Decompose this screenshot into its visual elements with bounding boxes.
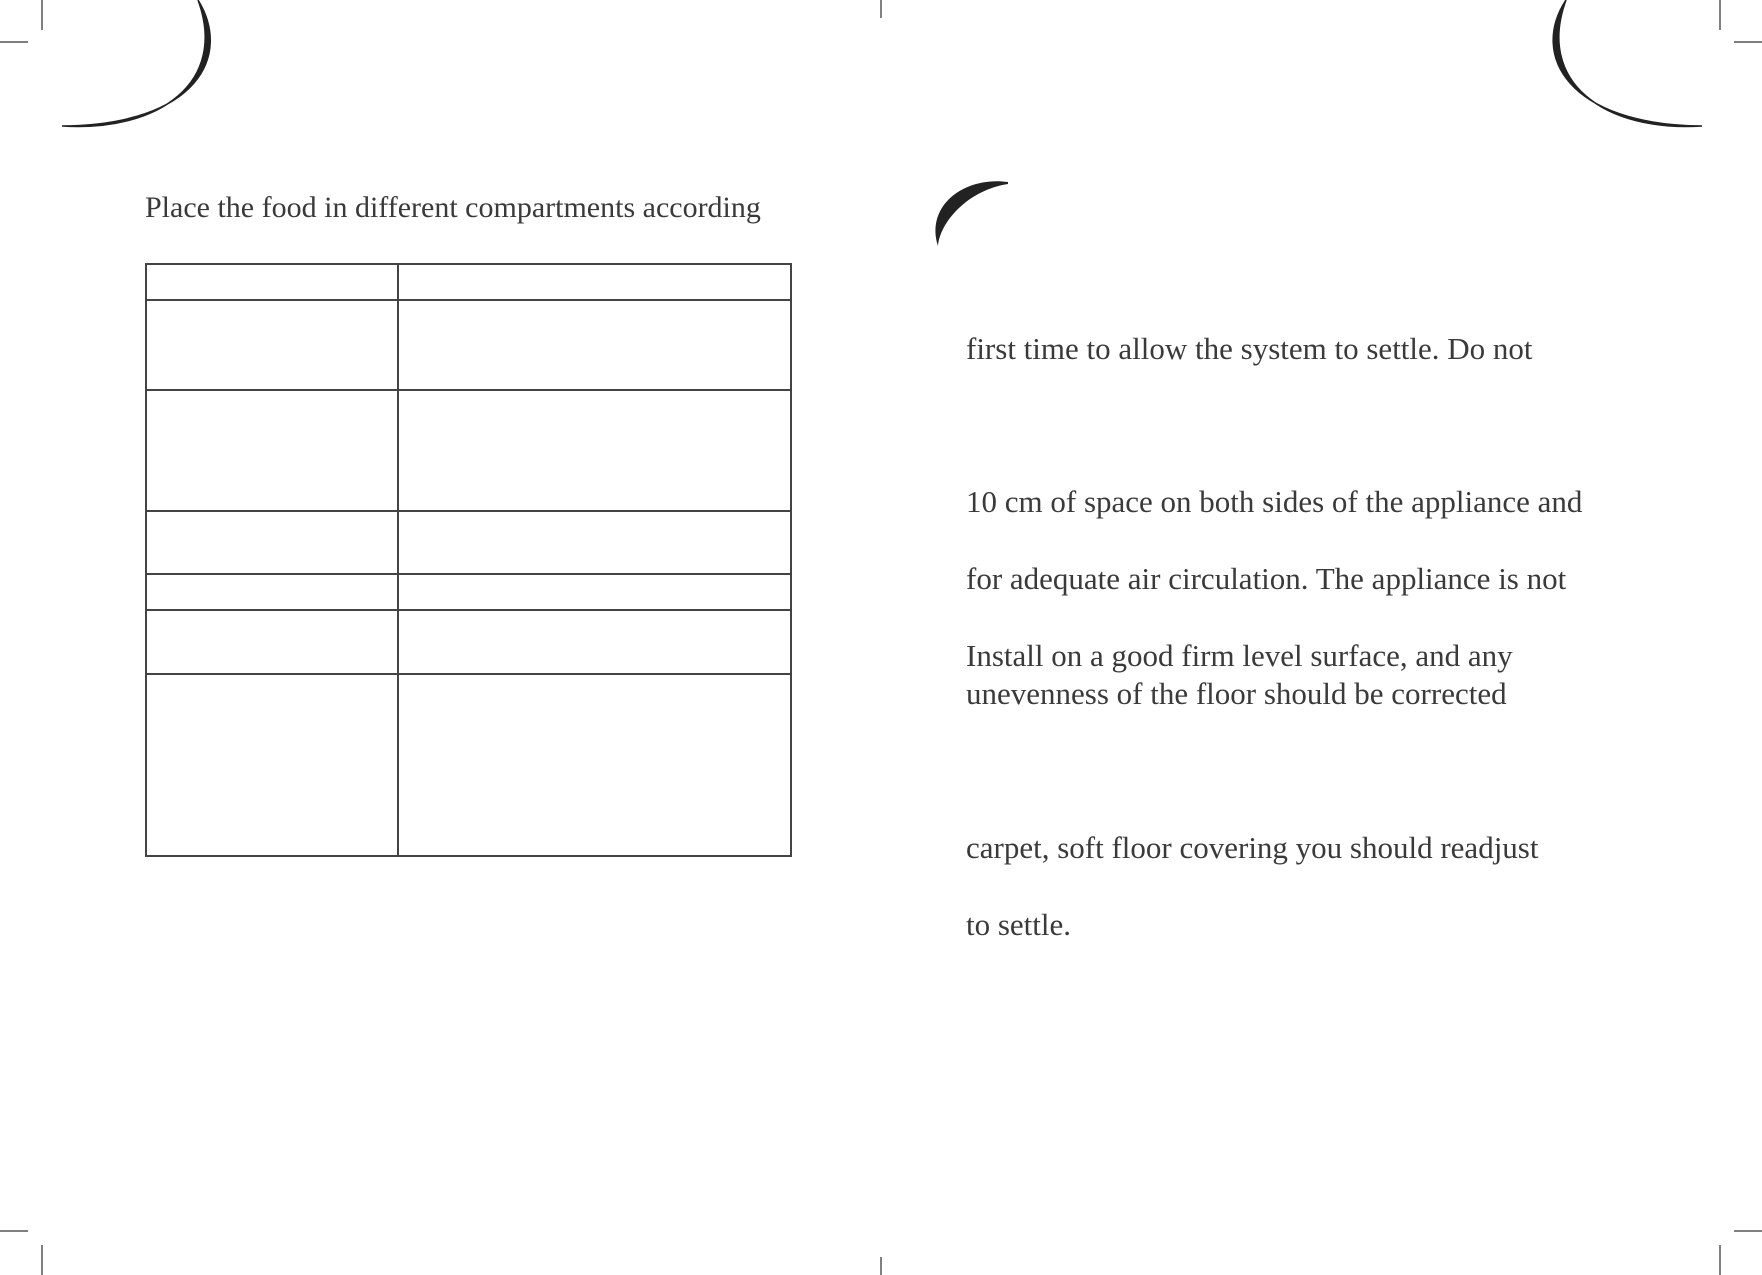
table-cell — [398, 574, 791, 610]
table-cell — [146, 574, 398, 610]
table-cell — [398, 610, 791, 674]
table-row — [146, 390, 791, 511]
table-cell — [398, 511, 791, 574]
installation-text-line: first time to allow the system to settle. Do not — [966, 331, 1533, 366]
table-cell — [146, 511, 398, 574]
table-cell — [146, 264, 398, 300]
table-row — [146, 300, 791, 390]
table-row — [146, 574, 791, 610]
table-cell — [398, 674, 791, 856]
installation-text-line: Install on a good firm level surface, and any — [966, 638, 1513, 673]
table-row — [146, 610, 791, 674]
installation-text-line: for adequate air circulation. The appliance is not — [966, 561, 1567, 596]
installation-text-line: carpet, soft floor covering you should readjust — [966, 830, 1539, 865]
table-cell — [398, 264, 791, 300]
table-cell — [146, 300, 398, 390]
table-cell — [146, 610, 398, 674]
swoosh-top-right — [1553, 0, 1702, 126]
table-cell — [398, 300, 791, 390]
table-cell — [398, 390, 791, 511]
intro-text: Place the food in different compartments according — [145, 191, 761, 224]
table-row — [146, 511, 791, 574]
compartment-table — [145, 263, 792, 857]
table-cell — [146, 674, 398, 856]
table-row — [146, 264, 791, 300]
table-cell — [146, 390, 398, 511]
table-row — [146, 674, 791, 856]
installation-text-line: to settle. — [966, 907, 1072, 942]
crescent-heading-mark — [936, 181, 1008, 246]
installation-text-line: unevenness of the floor should be corrected — [966, 676, 1507, 711]
installation-text-line: 10 cm of space on both sides of the appliance and — [966, 484, 1583, 519]
